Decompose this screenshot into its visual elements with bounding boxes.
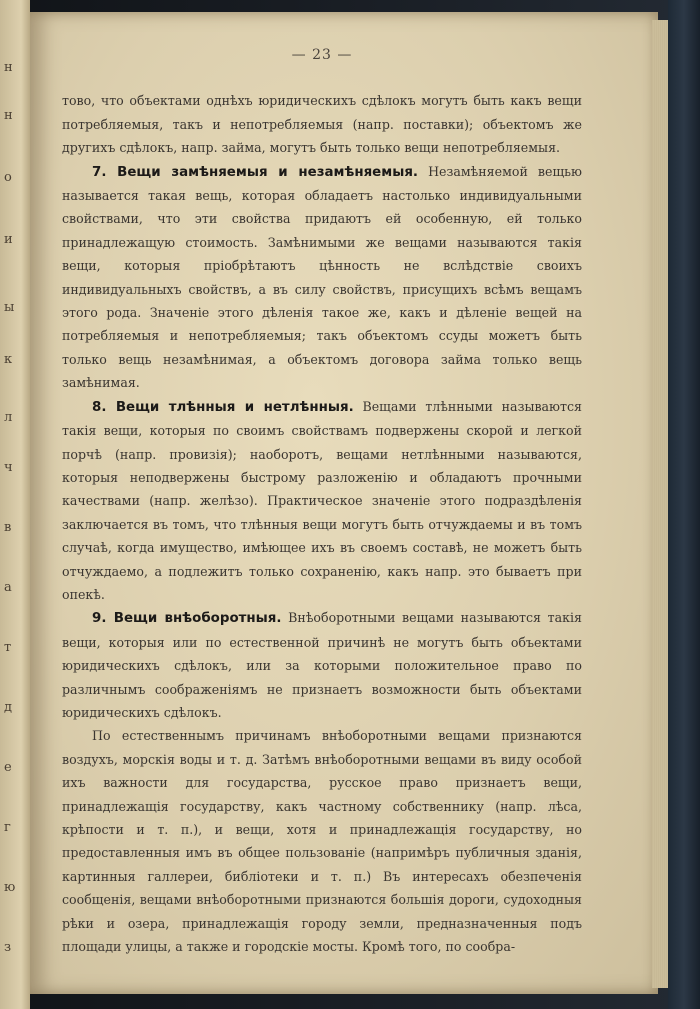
page-number: — 23 — bbox=[291, 47, 353, 63]
section-8 bbox=[62, 395, 582, 607]
section-7 bbox=[62, 160, 582, 395]
margin-letter: ч bbox=[4, 460, 13, 475]
margin-letter: и bbox=[4, 232, 13, 247]
margin-letter: л bbox=[4, 410, 13, 425]
margin-letter: г bbox=[4, 820, 11, 835]
section-8-heading: 8. Вещи тлѣнныя и нетлѣнныя. bbox=[92, 399, 354, 415]
margin-letter: д bbox=[4, 700, 13, 715]
margin-letter: з bbox=[4, 940, 12, 955]
margin-letter: е bbox=[4, 760, 12, 775]
margin-letter: ю bbox=[4, 880, 16, 895]
margin-letter: а bbox=[4, 580, 12, 595]
left-page-edge bbox=[0, 0, 30, 1009]
section-8-text: Вещами тлѣнными называются такія вещи, которыя по своимъ свойствамъ подвержены скорой и легкой порчѣ (напр. провизія); наоборотъ, вещами нетлѣнными называются, которыя неподвержены быстрому разложенію и обладаютъ прочными качествами (напр. желѣзо). Практическое значеніе этого подраздѣленія заключается въ томъ, что тлѣнныя вещи могутъ быть отчуждаемы и въ томъ случаѣ, когда имущество, имѣющее ихъ въ своемъ составѣ, не можетъ быть отчуждаемо, а подлежитъ только сохраненію, какъ напр. это бываетъ при опекѣ. bbox=[62, 398, 582, 602]
section-9-paragraph-2: По естественнымъ причинамъ внѣоборотными вещами признаются воздухъ, морскія воды и т. д. Затѣмъ внѣоборотными вещами въ виду особой ихъ важности для государства, русское право признаетъ вещи, принадлежащія государству, какъ частному собственнику (напр. лѣса, крѣпости и т. п.), и вещи, хотя и принадлежащія государству, но предоставленныя имъ въ общее пользованіе (напримѣръ публичныя зданія, картинныя галлереи, библіотеки и т. п.) Въ интересахъ обезпеченія сообщенія, вещами внѣоборотными признаются большія дороги, судоходныя рѣки и озера, принадлежащія городу земли, предназначенныя подъ площади улицы, а также и городскіе мосты. Кромѣ того, по сообра- bbox=[62, 728, 582, 955]
page-text bbox=[62, 44, 582, 958]
margin-letter: н bbox=[4, 60, 13, 75]
margin-letter: т bbox=[4, 640, 12, 655]
intro-paragraph: тово, что объектами однѣхъ юридическихъ сдѣлокъ могутъ быть какъ вещи потребляемыя, такъ и непотребляемыя (напр. поставки); объектомъ же другихъ сдѣлокъ, напр. займа, могутъ быть только вещи непотребляемыя. bbox=[62, 93, 582, 156]
margin-letter: в bbox=[4, 520, 12, 535]
margin-letter: н bbox=[4, 108, 13, 123]
section-9-heading: 9. Вещи внѣоборотныя. bbox=[92, 611, 282, 627]
book-cover bbox=[668, 0, 700, 1009]
section-9 bbox=[62, 606, 582, 724]
margin-letter: к bbox=[4, 352, 13, 367]
margin-letter: о bbox=[4, 170, 12, 185]
margin-letter: ы bbox=[4, 300, 15, 315]
section-7-heading: 7. Вещи замѣняемыя и незамѣняемыя. bbox=[92, 164, 418, 180]
section-7-text: Незамѣняемой вещью называется такая вещь, которая обладаетъ настолько индивидуальными свойствами, что эти свойства придаютъ ей особенную, ей только принадлежащую стоимость. Замѣнимыми же вещами называются такія вещи, которыя пріобрѣтаютъ цѣнность не вслѣдствіе своихъ индивидуальныхъ свойствъ, а въ силу свойствъ, присущихъ всѣмъ вещамъ этого рода. Значеніе этого дѣленія такое же, какъ и дѣленіе вещей на потребляемыя и непотребляемыя; такъ объектомъ ссуды можетъ быть только вещь незамѣнимая, а объектомъ договора займа только вещь замѣнимая. bbox=[62, 163, 582, 391]
section-9-text: Внѣоборотными вещами называются такія вещи, которыя или по естественной причинѣ не могутъ быть объектами юридическихъ сдѣлокъ, или за которыми положительное право по различнымъ соображеніямъ не признаетъ возможности быть объектами юридическихъ сдѣлокъ. bbox=[62, 610, 583, 720]
